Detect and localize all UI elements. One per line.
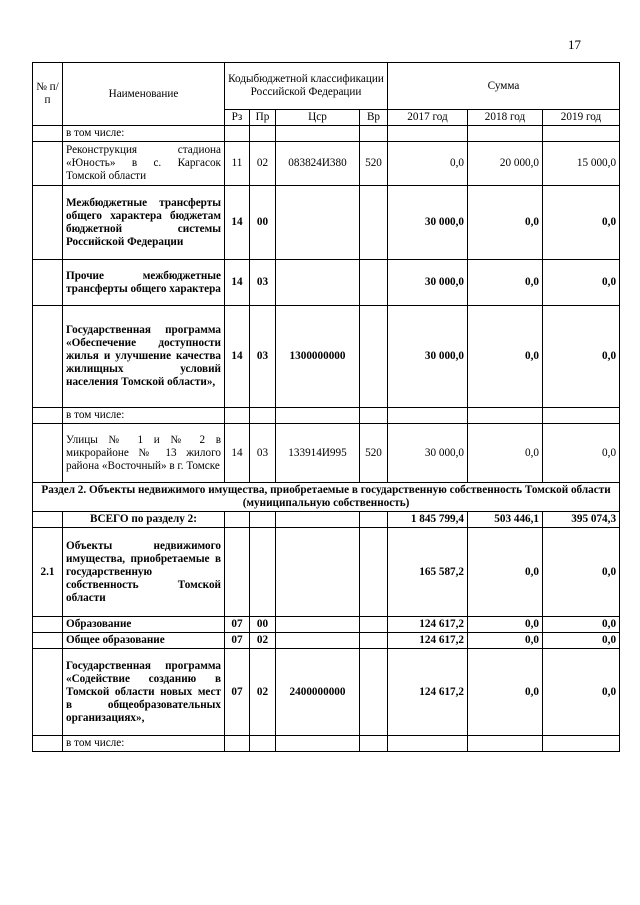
header-csr: Цср: [276, 110, 360, 126]
row-vr: [360, 186, 388, 260]
row-pr: 02: [250, 649, 276, 736]
row-csr: [276, 408, 360, 424]
table-row: [33, 186, 620, 260]
table-row: [33, 260, 620, 306]
row-num: [33, 617, 63, 633]
row-pr: 03: [250, 260, 276, 306]
header-sum: Сумма: [388, 63, 620, 110]
row-2017: 30 000,0: [388, 306, 468, 408]
section-header-row: [33, 483, 620, 512]
row-name: Общее образование: [63, 633, 225, 649]
row-2017: 124 617,2: [388, 617, 468, 633]
table-row: [33, 649, 620, 736]
row-2018: 0,0: [468, 633, 543, 649]
row-num: [33, 736, 63, 752]
row-vr: 520: [360, 142, 388, 186]
row-csr: 1300000000: [276, 306, 360, 408]
row-2018: 0,0: [468, 186, 543, 260]
row-csr: 083824И380: [276, 142, 360, 186]
row-vr: [360, 126, 388, 142]
row-pr: 02: [250, 142, 276, 186]
row-2018: 0,0: [468, 649, 543, 736]
section-total-row: [33, 512, 620, 528]
row-rz: [225, 736, 250, 752]
row-2019: 0,0: [543, 260, 620, 306]
row-name: в том числе:: [63, 408, 225, 424]
row-2018: 0,0: [468, 617, 543, 633]
row-pr: [250, 736, 276, 752]
row-num: [33, 126, 63, 142]
row-2019: 0,0: [543, 306, 620, 408]
header-num: № п/п: [33, 63, 63, 126]
row-name: Межбюджетные трансферты общего характера бюджетам бюджетной системы Российской Федерации: [63, 186, 225, 260]
row-2019: 0,0: [543, 424, 620, 483]
table-row: [33, 424, 620, 483]
row-pr: [250, 126, 276, 142]
row-pr: 03: [250, 424, 276, 483]
row-vr: 520: [360, 424, 388, 483]
section-total-2019: 395 074,3: [543, 512, 620, 528]
row-2017: 30 000,0: [388, 186, 468, 260]
header-codes: Кодыбюджетной классификации Российской Федерации: [225, 63, 388, 110]
row-vr: [360, 617, 388, 633]
row-vr: [360, 649, 388, 736]
row-vr: [360, 736, 388, 752]
header-2017: 2017 год: [388, 110, 468, 126]
row-name: Улицы № 1 и № 2 в микрорайоне № 13 жилого района «Восточный» в г. Томске: [63, 424, 225, 483]
row-csr: [276, 736, 360, 752]
row-2018: 0,0: [468, 528, 543, 617]
page-number: 17: [568, 37, 581, 52]
row-num: [33, 142, 63, 186]
table-row: [33, 633, 620, 649]
row-csr: [276, 126, 360, 142]
row-rz: 14: [225, 424, 250, 483]
row-rz: [225, 512, 250, 528]
row-vr: [360, 528, 388, 617]
row-2017: 124 617,2: [388, 633, 468, 649]
row-pr: 02: [250, 633, 276, 649]
row-2019: 15 000,0: [543, 142, 620, 186]
table-row: [33, 126, 620, 142]
row-num: 2.1: [33, 528, 63, 617]
row-2017: [388, 126, 468, 142]
row-csr: [276, 617, 360, 633]
row-csr: 133914И995: [276, 424, 360, 483]
row-csr: [276, 186, 360, 260]
row-pr: [250, 408, 276, 424]
row-rz: 14: [225, 186, 250, 260]
row-2019: [543, 408, 620, 424]
row-vr: [360, 633, 388, 649]
table-row: [33, 736, 620, 752]
row-num: [33, 260, 63, 306]
row-num: [33, 408, 63, 424]
row-2019: 0,0: [543, 617, 620, 633]
header-2018: 2018 год: [468, 110, 543, 126]
table-row: [33, 528, 620, 617]
row-name: Реконструкция стадиона «Юность» в с. Каргасок Томской области: [63, 142, 225, 186]
row-2018: [468, 408, 543, 424]
section-total-2018: 503 446,1: [468, 512, 543, 528]
row-num: [33, 512, 63, 528]
row-vr: [360, 408, 388, 424]
header-pr: Пр: [250, 110, 276, 126]
row-pr: 03: [250, 306, 276, 408]
row-2018: 0,0: [468, 260, 543, 306]
row-rz: 14: [225, 306, 250, 408]
row-csr: [276, 633, 360, 649]
header-2019: 2019 год: [543, 110, 620, 126]
header-rz: Рз: [225, 110, 250, 126]
row-2019: [543, 126, 620, 142]
row-rz: 14: [225, 260, 250, 306]
row-name: Государственная программа «Содействие созданию в Томской области новых мест в общеобразовательных организациях»,: [63, 649, 225, 736]
row-2019: 0,0: [543, 186, 620, 260]
row-vr: [360, 512, 388, 528]
row-pr: [250, 528, 276, 617]
row-name: в том числе:: [63, 126, 225, 142]
row-rz: 07: [225, 633, 250, 649]
row-name: Образование: [63, 617, 225, 633]
section-total-label: ВСЕГО по разделу 2:: [63, 512, 225, 528]
table-header-row: [33, 63, 620, 110]
row-vr: [360, 306, 388, 408]
header-vr: Вр: [360, 110, 388, 126]
table-row: [33, 142, 620, 186]
row-2017: 0,0: [388, 142, 468, 186]
row-rz: [225, 408, 250, 424]
row-2019: 0,0: [543, 633, 620, 649]
row-pr: [250, 512, 276, 528]
row-name: Объекты недвижимого имущества, приобретаемые в государственную собственность Томской области: [63, 528, 225, 617]
row-num: [33, 306, 63, 408]
row-rz: 11: [225, 142, 250, 186]
row-2017: [388, 408, 468, 424]
row-2018: [468, 736, 543, 752]
row-rz: [225, 528, 250, 617]
row-pr: 00: [250, 186, 276, 260]
row-name: Государственная программа «Обеспечение доступности жилья и улучшение качества жилищных условий населения Томской области»,: [63, 306, 225, 408]
section-title: Раздел 2. Объекты недвижимого имущества, приобретаемые в государственную собственность Томской области (муниципальную собственность): [33, 483, 620, 512]
row-2018: 0,0: [468, 306, 543, 408]
row-rz: [225, 126, 250, 142]
row-num: [33, 633, 63, 649]
row-2019: [543, 736, 620, 752]
table-row: [33, 408, 620, 424]
row-2018: [468, 126, 543, 142]
row-2018: 0,0: [468, 424, 543, 483]
row-rz: 07: [225, 649, 250, 736]
row-num: [33, 649, 63, 736]
row-vr: [360, 260, 388, 306]
row-2017: 165 587,2: [388, 528, 468, 617]
row-2017: 124 617,2: [388, 649, 468, 736]
row-2017: 30 000,0: [388, 260, 468, 306]
header-name: Наименование: [63, 63, 225, 126]
row-csr: [276, 512, 360, 528]
row-num: [33, 186, 63, 260]
row-2019: 0,0: [543, 528, 620, 617]
row-csr: [276, 528, 360, 617]
section-total-2017: 1 845 799,4: [388, 512, 468, 528]
table-row: [33, 617, 620, 633]
row-2019: 0,0: [543, 649, 620, 736]
row-csr: 2400000000: [276, 649, 360, 736]
row-num: [33, 424, 63, 483]
row-pr: 00: [250, 617, 276, 633]
row-name: в том числе:: [63, 736, 225, 752]
row-rz: 07: [225, 617, 250, 633]
row-2018: 20 000,0: [468, 142, 543, 186]
budget-table: [32, 62, 620, 752]
row-2017: [388, 736, 468, 752]
table-row: [33, 306, 620, 408]
row-2017: 30 000,0: [388, 424, 468, 483]
row-name: Прочие межбюджетные трансферты общего характера: [63, 260, 225, 306]
row-csr: [276, 260, 360, 306]
